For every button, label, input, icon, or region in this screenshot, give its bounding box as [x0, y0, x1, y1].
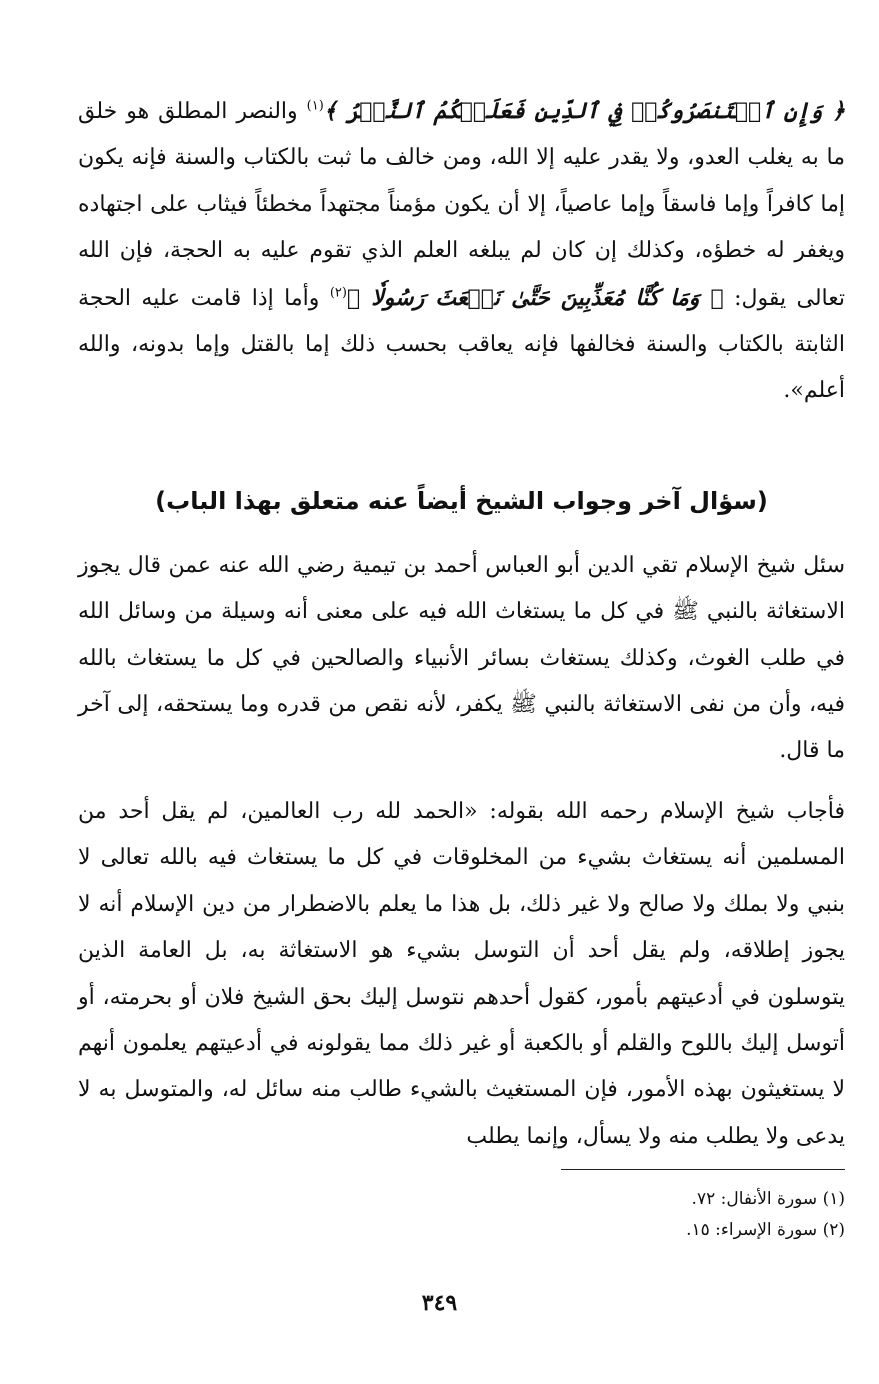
quran-verse-2: ﴿ وَمَا كُنَّا مُعَذِّبِينَ حَتَّىٰ نَبۡعَثَ رَسُولٗا ﴾: [346, 284, 724, 311]
footnote-1: (١) سورة الأنفال: ٧٢.: [691, 1189, 845, 1209]
section-heading: (سؤال آخر وجواب الشيخ أيضاً عنه متعلق بهذا الباب): [155, 486, 768, 515]
paragraph-text-2: وأما إذا قامت عليه الحجة الثابتة بالكتاب والسنة فخالفها فإنه يعاقب بحسب ذلك إما بالقتل وإما بدونه، والله أعلم».: [78, 285, 845, 404]
footnote-ref-1: (١): [306, 98, 324, 114]
page-number: ٣٤٩: [421, 1290, 458, 1316]
paragraph-opening: [78, 88, 845, 415]
footnote-ref-2: (٢): [329, 285, 347, 301]
footnote-2: (٢) سورة الإسراء: ١٥.: [686, 1220, 845, 1240]
paragraph-text-1: والنصر المطلق هو خلق ما به يغلب العدو، ولا يقدر عليه إلا الله، ومن خالف ما ثبت بالكتاب والسنة فإنه يكون إما كافراً وإما فاسقاً وإما عاصياً، إلا أن يكون مؤمناً مجتهداً مخطئاً فيثاب على اجتهاده ويغفر له خطؤه، وكذلك إن كان لم يبلغه العلم الذي تقوم عليه به الحجة، فإن الله تعالى يقول:: [78, 99, 845, 311]
question-paragraph: سئل شيخ الإسلام تقي الدين أبو العباس أحمد بن تيمية رضي الله عنه عمن قال يجوز الاستغاثة بالنبي ﷺ في كل ما يستغاث الله فيه على معنى أنه وسيلة من وسائل الله في طلب الغوث، وكذلك يستغاث بسائر الأنبياء والصالحين في كل ما يستغاث بالله فيه، وأن من نفى الاستغاثة بالنبي ﷺ يكفر، لأنه نقص من قدره وما يستحقه، إلى آخر ما قال.: [78, 552, 845, 764]
quran-verse-1: ﴿ وَإِنِ ٱسۡتَنصَرُوكُمۡ فِي ٱلدِّينِ فَعَلَيۡكُمُ ٱلنَّصۡرُ ﴾: [323, 98, 845, 124]
footnote-divider: [561, 1169, 845, 1170]
footnotes: [245, 1184, 845, 1246]
answer-paragraph: فأجاب شيخ الإسلام رحمه الله بقوله: «الحمد لله رب العالمين، لم يقل أحد من المسلمين أنه يستغاث بشيء من المخلوقات في كل ما يستغاث فيه بالله تعالى لا بنبي ولا بملك ولا صالح ولا غير ذلك، بل هذا ما يعلم بالاضطرار من دين الإسلام أنه لا يجوز إطلاقه، ولم يقل أحد أن التوسل بشيء هو الاستغاثة به، بل العامة الذين يتوسلون في أدعيتهم بأمور، كقول أحدهم نتوسل إليك بحق الشيخ فلان أو بحرمته، أو أتوسل إليك باللوح والقلم أو بالكعبة أو غير ذلك مما يقولونه في أدعيتهم يعلمون أنهم لا يستغيثون بهذه الأمور، فإن المستغيث بالشيء طالب منه سائل له، والمتوسل به لا يدعى ولا يطلب منه ولا يسأل، وإنما يطلب: [78, 798, 845, 1149]
